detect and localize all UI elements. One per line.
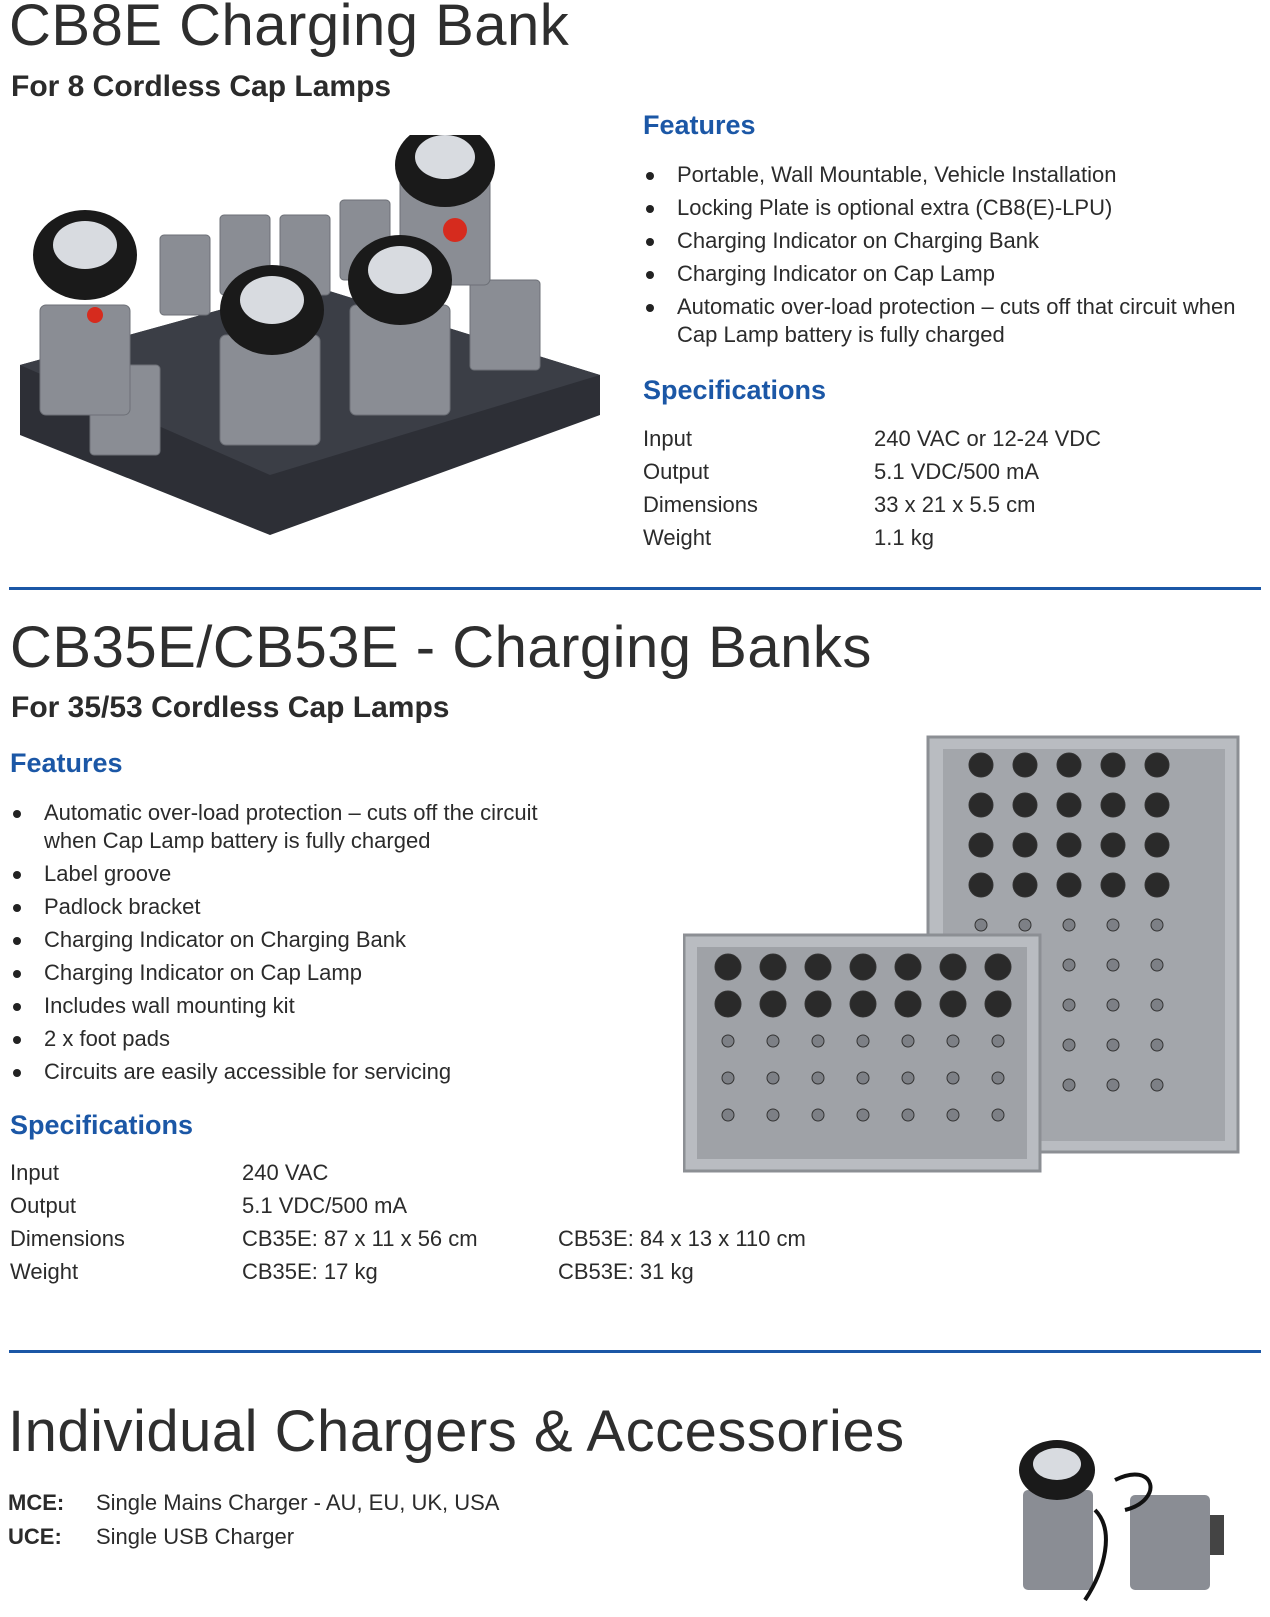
feature-item: Circuits are easily accessible for servicing (10, 1058, 570, 1086)
charging-socket-icon (1063, 919, 1075, 931)
cap-lamp-icon (1057, 793, 1081, 817)
charging-socket-icon (902, 1035, 914, 1047)
charging-socket-icon (812, 1035, 824, 1047)
cap-lamp-icon (985, 954, 1011, 980)
cap-lamp-icon (895, 954, 921, 980)
cap-lamp-icon (1145, 833, 1169, 857)
accessory-item-uce (8, 1524, 294, 1550)
cb35e-specs-table (10, 1160, 806, 1292)
spec-label: Input (10, 1160, 59, 1185)
spec-label: Weight (10, 1259, 79, 1284)
spec-value: CB35E: 87 x 11 x 56 cm (242, 1226, 478, 1251)
cap-lamp-icon (1057, 873, 1081, 897)
cap-lamp-icon (969, 793, 993, 817)
cap-lamp-icon (805, 991, 831, 1017)
charging-socket-icon (947, 1109, 959, 1121)
charging-socket-icon (947, 1072, 959, 1084)
charging-socket-icon (1063, 999, 1075, 1011)
accessory-item-mce (8, 1490, 499, 1516)
charging-socket-icon (722, 1072, 734, 1084)
charging-socket-icon (1063, 959, 1075, 971)
charging-socket-icon (767, 1035, 779, 1047)
charging-socket-icon (975, 919, 987, 931)
feature-item: Charging Indicator on Cap Lamp (643, 260, 1243, 288)
cb8e-subtitle: For 8 Cordless Cap Lamps (11, 70, 392, 103)
charging-socket-icon (1107, 999, 1119, 1011)
spec-label: Input (643, 426, 692, 451)
charging-socket-icon (722, 1035, 734, 1047)
charging-socket-icon (1107, 1039, 1119, 1051)
feature-item: Portable, Wall Mountable, Vehicle Installation (643, 161, 1243, 189)
charging-socket-icon (767, 1072, 779, 1084)
charging-socket-icon (767, 1109, 779, 1121)
cb8e-features-list (643, 161, 1243, 354)
cap-lamp-icon (760, 954, 786, 980)
feature-item: Locking Plate is optional extra (CB8(E)-LPU) (643, 194, 1243, 222)
cap-lamp-icon (969, 873, 993, 897)
cap-lamp-icon (715, 991, 741, 1017)
cap-lamp-icon (715, 954, 741, 980)
spec-row (10, 1193, 806, 1226)
charging-socket-icon (947, 1035, 959, 1047)
charging-socket-icon (1063, 1079, 1075, 1091)
section-divider (9, 587, 1261, 590)
spec-value-cb53e: CB53E: 84 x 13 x 110 cm (558, 1226, 806, 1251)
cb8e-specs-table (643, 426, 1101, 558)
cap-lamp-icon (850, 991, 876, 1017)
feature-item: Includes wall mounting kit (10, 992, 570, 1020)
cap-lamp-icon (1101, 793, 1125, 817)
spec-value: 5.1 VDC/500 mA (874, 459, 1040, 484)
accessory-code: MCE: (8, 1490, 65, 1515)
cap-lamp-icon (1145, 793, 1169, 817)
spec-label: Output (10, 1193, 77, 1218)
accessory-desc: Single USB Charger (96, 1524, 295, 1549)
accessories-title: Individual Chargers & Accessories (8, 1399, 905, 1464)
charging-socket-icon (902, 1109, 914, 1121)
cb8e-product-image (10, 135, 600, 540)
cap-lamp-icon (985, 991, 1011, 1017)
charging-socket-icon (1107, 959, 1119, 971)
cap-lamp-icon (969, 833, 993, 857)
spec-row (643, 426, 1101, 459)
charging-socket-icon (992, 1109, 1004, 1121)
feature-item: Charging Indicator on Cap Lamp (10, 959, 570, 987)
spec-value: 240 VAC (242, 1160, 329, 1185)
cap-lamp-icon (1101, 833, 1125, 857)
charging-socket-icon (812, 1072, 824, 1084)
spec-value: 1.1 kg (874, 525, 934, 550)
charging-socket-icon (1019, 919, 1031, 931)
charging-socket-icon (1151, 919, 1163, 931)
cb8e-features-heading: Features (643, 110, 756, 140)
cap-lamp-icon (760, 991, 786, 1017)
charging-socket-icon (992, 1072, 1004, 1084)
cap-lamp-icon (1013, 833, 1037, 857)
cb35e-cb53e-subtitle: For 35/53 Cordless Cap Lamps (11, 691, 450, 724)
cap-lamp-icon (1101, 873, 1125, 897)
charging-socket-icon (1107, 919, 1119, 931)
spec-label: Dimensions (643, 492, 758, 517)
charging-socket-icon (902, 1072, 914, 1084)
cap-lamp-icon (850, 954, 876, 980)
cap-lamp-icon (1145, 873, 1169, 897)
spec-row (643, 492, 1101, 525)
individual-charger-image (1015, 1440, 1255, 1610)
charging-socket-icon (1151, 1079, 1163, 1091)
cb35e-features-list (10, 799, 570, 1091)
accessory-code: UCE: (8, 1524, 62, 1549)
charging-socket-icon (1151, 999, 1163, 1011)
cb35e-specs-heading: Specifications (10, 1110, 194, 1140)
charging-socket-icon (857, 1109, 869, 1121)
charging-socket-icon (1151, 1039, 1163, 1051)
spec-value: CB35E: 17 kg (242, 1259, 378, 1284)
cap-lamp-icon (1101, 753, 1125, 777)
feature-item: Automatic over-load protection – cuts off the circuit when Cap Lamp battery is fully charged (10, 799, 570, 855)
cap-lamp-icon (940, 991, 966, 1017)
spec-label: Weight (643, 525, 712, 550)
cap-lamp-icon (1057, 753, 1081, 777)
spec-row (10, 1259, 806, 1292)
cap-lamp-icon (805, 954, 831, 980)
cb8e-specs-heading: Specifications (643, 375, 827, 405)
cb8e-title: CB8E Charging Bank (9, 0, 570, 58)
feature-item: Automatic over-load protection – cuts off that circuit when Cap Lamp battery is fully charged (643, 293, 1243, 349)
cap-lamp-icon (940, 954, 966, 980)
accessory-desc: Single Mains Charger - AU, EU, UK, USA (96, 1490, 500, 1515)
cap-lamp-icon (1013, 753, 1037, 777)
feature-item: Charging Indicator on Charging Bank (10, 926, 570, 954)
cb35e-features-heading: Features (10, 748, 123, 778)
feature-item: Charging Indicator on Charging Bank (643, 227, 1243, 255)
cap-lamp-icon (1145, 753, 1169, 777)
feature-item: Label groove (10, 860, 570, 888)
charging-socket-icon (812, 1109, 824, 1121)
feature-item: 2 x foot pads (10, 1025, 570, 1053)
charging-socket-icon (1107, 1079, 1119, 1091)
cb35e-cb53e-title: CB35E/CB53E - Charging Banks (10, 615, 872, 680)
spec-row (643, 459, 1101, 492)
spec-value: 5.1 VDC/500 mA (242, 1193, 408, 1218)
feature-item: Padlock bracket (10, 893, 570, 921)
cap-lamp-icon (895, 991, 921, 1017)
cb35e-cb53e-product-image (683, 735, 1243, 1175)
spec-row (643, 525, 1101, 558)
spec-label: Dimensions (10, 1226, 125, 1251)
spec-value: 33 x 21 x 5.5 cm (874, 492, 1036, 517)
charging-socket-icon (1151, 959, 1163, 971)
spec-value-cb53e: CB53E: 31 kg (558, 1259, 694, 1284)
cap-lamp-icon (1013, 873, 1037, 897)
spec-label: Output (643, 459, 710, 484)
cap-lamp-icon (1013, 793, 1037, 817)
cap-lamp-icon (1057, 833, 1081, 857)
spec-row (10, 1226, 806, 1259)
charging-socket-icon (722, 1109, 734, 1121)
charging-socket-icon (857, 1035, 869, 1047)
charging-socket-icon (857, 1072, 869, 1084)
charging-socket-icon (992, 1035, 1004, 1047)
cap-lamp-icon (969, 753, 993, 777)
charging-socket-icon (1063, 1039, 1075, 1051)
section-divider (9, 1350, 1261, 1353)
spec-value: 240 VAC or 12-24 VDC (874, 426, 1102, 451)
